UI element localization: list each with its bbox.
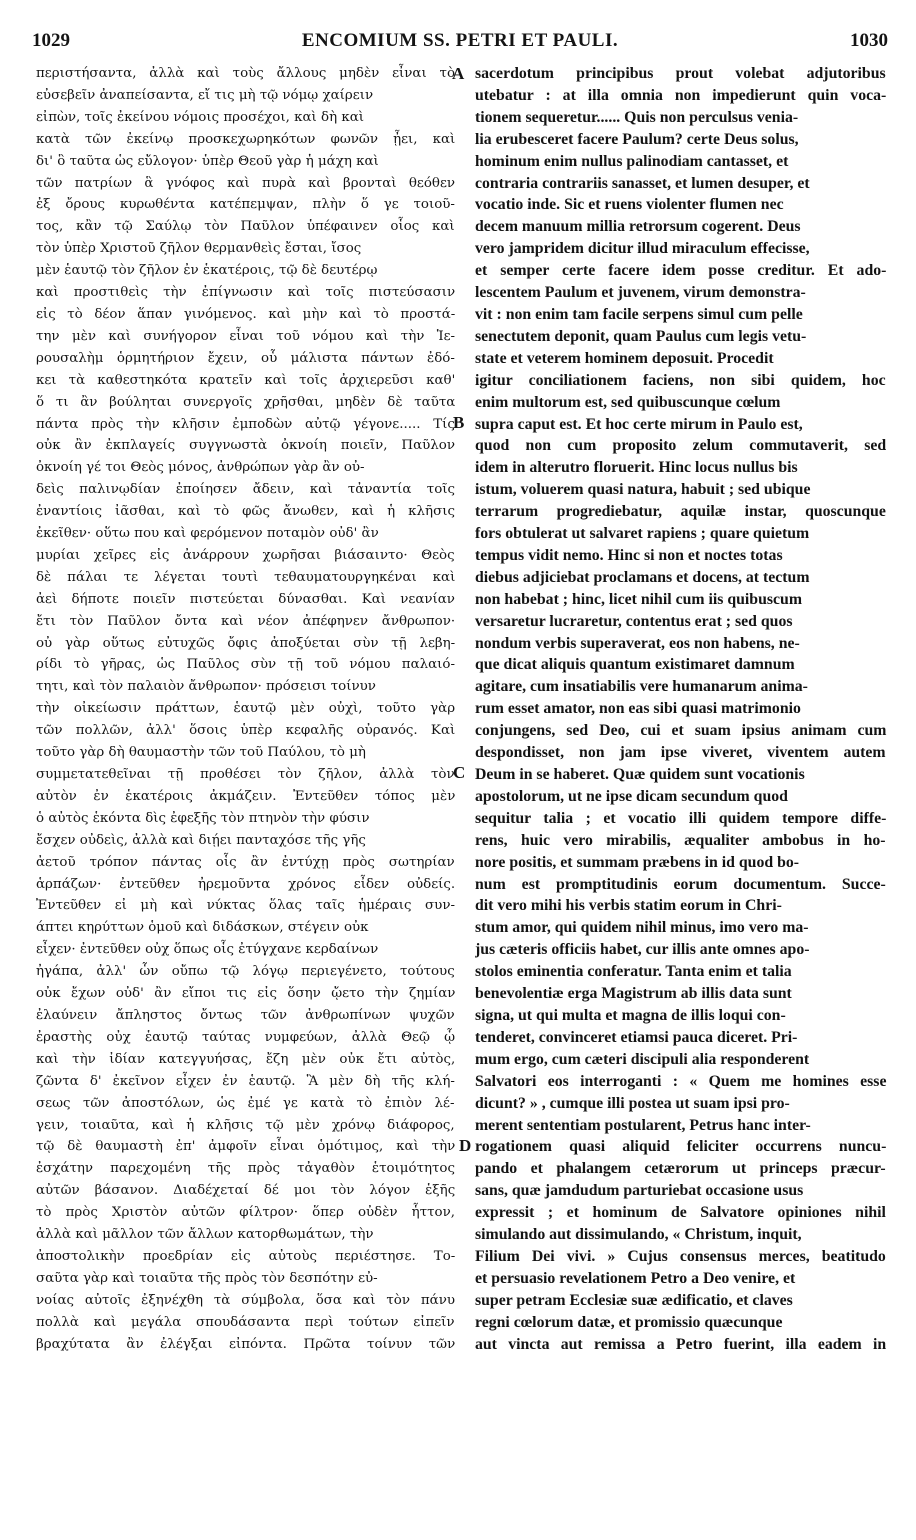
text-line: mum ergo, cum cæteri discipuli alia responderent (475, 1050, 810, 1068)
text-line: hominum enim nullus palinodiam cantasset, et (475, 152, 789, 170)
text-line: versaretur lucraretur, contentus erat ; sed quos (475, 612, 793, 630)
text-line: pando et phalangem cetærorum ut princeps præcur- (475, 1160, 886, 1178)
text-line: ὁ αὐτὸς ἑκόντα δὶς ἐφεξῆς τὸν πτηνὸν τὴν φύσιν (36, 810, 370, 826)
text-line: rum esset amator, non eas sibi quasi matrimonio (475, 700, 801, 718)
section-marker-d: D (459, 1136, 472, 1155)
text-line: aut vincta aut remissa a Petro fuerint, illa eadem in (475, 1335, 887, 1353)
text-line: ἐκεῖθεν· οὕτω που καὶ φερόμενον ποταμὸν οὐδ' ἂν (36, 526, 379, 542)
text-line: ἔσχεν οὐδεὶς, ἀλλὰ καὶ διῄει πανταχόσε τῆς γῆς (36, 832, 366, 848)
text-line: Filium Dei vivi. » Cujus consensus merces, beatitudo (475, 1247, 886, 1265)
text-line: ἀλλὰ καὶ μᾶλλον τῶν ἄλλων κατορθωμάτων, τὴν (36, 1227, 374, 1243)
text-line: regni cœlorum datæ, et promissio quæcunque (475, 1313, 783, 1331)
text-line: non habebat ; hinc, licet nihil cum iis quibuscum (475, 590, 802, 608)
text-line: πολλὰ καὶ μεγάλα σπουδάσαντα περὶ τούτων εἰπεῖν (36, 1314, 455, 1330)
text-line: τῶν πατρίων ἃ γνόφος καὶ πυρὰ καὶ βρονταὶ θεόθεν (36, 175, 456, 191)
text-line: τὴν οἰκείωσιν πράττων, ἑαυτῷ μὲν οὐχὶ, τοῦτο γὰρ (36, 701, 456, 717)
text-line: ζῶντα δ' ἐκεῖνον εἶχεν ἐν ἑαυτῷ. Ἃ μὲν δὴ τῆς κλή- (36, 1073, 455, 1089)
text-line: supra caput est. Et hoc certe mirum in Paulo est, (475, 415, 803, 433)
text-line: terrarum progrediebatur, aquilæ instar, quoscunque (475, 503, 886, 521)
text-line: ἠγάπα, ἀλλ' ὧν οὔπω τῷ λόγῳ περιεγένετο, τούτους (36, 964, 455, 980)
text-line: decem manuum millia retrorsum cogerent. Deus (475, 218, 801, 236)
text-line: ἁρπάζων· ἐντεῦθεν ἠρεμοῦντα χρόνος εἶδεν οὐδείς. (36, 876, 456, 892)
text-line: super petram Ecclesiæ suæ ædificatio, et claves (475, 1291, 793, 1309)
text-line: πάντα πρὸς τὴν κλῆσιν ἐμποδὼν αὐτῷ γέγονε..... Τίς (36, 416, 455, 432)
running-title: ENCOMIUM SS. PETRI ET PAULI. (301, 30, 619, 51)
latin-column (475, 63, 887, 1355)
text-line: συμμετατεθεῖναι τῇ προθέσει τὸν ζῆλον, ἀλλὰ τὸν (36, 767, 455, 782)
text-line: σαῦτα γὰρ καὶ τοιαῦτα τῆς πρὸς τὸν δεσπότην εὐ- (36, 1270, 378, 1286)
page-header (32, 30, 888, 56)
text-line: lia erubesceret facere Paulum? certe Deus solus, (475, 130, 799, 148)
text-line: benevolentiæ erga Magistrum ab illis data sunt (475, 985, 792, 1003)
text-line: que dicat aliquis quantum existimaret damnum (475, 656, 795, 674)
text-line: οὐκ ἔχων οὐδ' ἂν εἴποι τις εἰς ὅσην ᾤετο τὴν ζημίαν (36, 986, 456, 1002)
text-line: καὶ τὴν ἰδίαν κατεγγυήσας, ἔζη μὲν οὐκ ἔτι αὐτὸς, (36, 1051, 456, 1067)
text-line: εἰς τὸ δέον ἅπαν γινόμενος. καὶ μὴν καὶ τὸ προστά- (36, 306, 456, 322)
text-line: τητι, καὶ τὸν παλαιὸν ἄνθρωπον· πρόσεισι τοίνυν (36, 679, 376, 695)
text-line: Salvatori eos interroganti : « Quem me homines esse (475, 1072, 887, 1090)
text-line: γειν, τοιαῦτα, καὶ ἡ κλῆσις τῷ μὲν χρόνῳ διάφορος, (36, 1117, 455, 1133)
text-line: ρουσαλὴμ ὁρμητήριον ἔχειν, οὗ μάλιστα πάντων ἐδό- (36, 350, 455, 366)
text-line: μυρίαι χεῖρες εἰς ἀνάρρουν χωρῆσαι βιάσαιντο· Θεὸς (36, 547, 455, 563)
text-line: τος, κἂν τῷ Σαύλῳ τὸν Παῦλον ὑπέφαινεν οἷος καὶ (36, 219, 455, 235)
text-line: ἀεὶ δήποτε ποιεῖν πιστεύεται δύνασθαι. Καὶ νεανίαν (36, 591, 455, 607)
text-line: ρίδι τὸ γῆρας, ὡς Παῦλος σὺν τῇ τοῦ νόμου παλαιό- (36, 657, 456, 673)
text-line: tempus vidit nemo. Hinc si non et noctes totas (475, 546, 783, 564)
text-line: δὲ πάλαι τε λέγεται τουτὶ τεθαυματουργηκέναι καὶ (36, 569, 456, 585)
text-line: idem in alterutro floruerit. Hinc locus nullus bis (475, 459, 798, 477)
text-line: stum amor, qui quidem nihil minus, imo vero ma- (475, 919, 809, 937)
greek-column (36, 63, 456, 1355)
text-line: αὐτὸν ἐν ἑκατέροις ἀκμάζειν. Ἐντεῦθεν τόπος μὲν (36, 788, 456, 804)
section-marker-a: A (452, 64, 465, 83)
text-line: τὸν ὑπὲρ Χριστοῦ ζῆλον θερμανθεὶς ἔσται, ἴσος (36, 241, 362, 257)
text-line: οὐ γὰρ οὕτως εὐτυχῶς ὄφις ἀποξύεται σὺν τῇ λεβη- (36, 635, 456, 651)
text-line: expressit ; et hominum de Salvatore opiniones nihil (475, 1204, 886, 1222)
text-line: τὸ πρὸς Χριστὸν αὐτῶν φίλτρον· ὅπερ οὐδὲν ἧττον, (36, 1205, 455, 1221)
text-line: αὐτῶν βάσανον. Διαδέχεταί δέ μοι τὸν λόγον ἑξῆς (36, 1183, 456, 1199)
text-line: tenderet, convinceret etiamsi pauca diceret. Pri- (475, 1028, 798, 1046)
text-line: nondum verbis superaverat, eos non habens, ne- (475, 634, 800, 652)
text-line: conjungens, sed Deo, cui et suam ipsius animam cum (475, 722, 887, 740)
text-line: ἀετοῦ τρόπον πάντας οἷς ἂν ἐντύχῃ πρὸς σωτηρίαν (36, 854, 455, 870)
text-line: merent sententiam postularent, Petrus hanc inter- (475, 1116, 811, 1134)
text-line: despondisset, non jam ipse viveret, viventem autem (475, 744, 886, 762)
text-line: ἐσχάτην παρεχομένη τῆς πρὸς τἀγαθὸν ἑτοιμότητος (36, 1161, 455, 1177)
text-line: quod non cum proposito zelum commutaverit, sed (475, 437, 887, 455)
page-number-right: 1030 (850, 30, 888, 51)
text-line: εἶχεν· ἐντεῦθεν οὐχ ὅπως οἷς ἐτύγχανε κερδαίνων (36, 942, 379, 958)
text-line: ἐναντίοις ἰᾶσθαι, καὶ τὸ φῶς ἄνωθεν, καὶ ἡ κλῆσις (36, 504, 455, 520)
text-line: stolos eminentia conferatur. Tanta enim et talia (475, 963, 792, 981)
text-line: diebus adjiciebat proclamans et docens, at tectum (475, 568, 810, 586)
text-line: rens, huic vero mirabilis, æqualiter ambobus in ho- (475, 831, 886, 849)
text-line: sans, quæ jamdudum parturiebat occasione usus (475, 1182, 804, 1200)
text-line: et semper certe facere idem posse creditur. Et ado- (475, 262, 887, 280)
text-line: Deum in se haberet. Quæ quidem sunt vocationis (475, 766, 805, 783)
text-line: senectutem deponit, quam Paulus cum legis vetu- (475, 327, 807, 345)
text-line: tionem sequeretur...... Quis non perculsus venia- (475, 108, 799, 126)
text-line: et persuasio revelationem Petro a Deo venire, et (475, 1269, 796, 1287)
text-line: δι' ὃ ταῦτα ὡς εὔλογον· ὑπὲρ Θεοῦ γὰρ ἡ μάχη καὶ (36, 153, 379, 169)
text-line: σεως τῶν ἀποστόλων, ὡς ἐμέ γε κατὰ τὸ ἐπιὸν λέ- (36, 1095, 455, 1111)
text-line: agitare, cum insatiabilis vere humanarum anima- (475, 678, 808, 696)
text-line: rogationem quasi aliquid feliciter occurrens nuncu- (475, 1138, 887, 1156)
text-line: νοίας αὐτοῖς ἐξηνέχθη τὰ σύμβολα, ὅσα καὶ τὸν πάνυ (36, 1292, 455, 1308)
text-line: contraria contrariis sanasset, et lumen desuper, et (475, 174, 810, 192)
text-line: simulando aut dissimulando, « Christum, inquit, (475, 1226, 802, 1244)
text-line: ἐλαύνειν ἄπληστος ὄντως τῶν ἀνθρωπίνων ψυχῶν (36, 1007, 455, 1023)
text-line: igitur conciliationem faciens, non sibi quidem, hoc (475, 371, 886, 389)
text-line: εἰπὼν, τοῖς ἐκείνου νόμοις προσέχοι, καὶ δὴ καὶ (36, 109, 365, 125)
text-line: βραχύτατα ἂν ἐλέγξαι εἰπόντα. Πρῶτα τοίνυν τῶν (36, 1336, 456, 1352)
text-line: state et veterem hominem deposuit. Procedit (475, 349, 774, 367)
text-line: signa, ut qui multa et magna de illis loqui con- (475, 1006, 786, 1024)
text-line: dicunt? » , cumque illi postea ut suam ipsi pro- (475, 1094, 790, 1112)
section-marker-b: B (453, 413, 465, 432)
section-marker-c: C (453, 763, 466, 782)
text-line: περιστήσαντα, ἀλλὰ καὶ τοὺς ἄλλους μηδὲν εἶναι τὸ (36, 66, 456, 81)
text-line: num est promptitudinis eorum documentum. Succe- (475, 875, 886, 893)
text-line: Ἐντεῦθεν εἰ μὴ καὶ νύκτας ὅλας ταῖς ἡμέραις συν- (36, 898, 455, 914)
text-line: ὀκνοίη γέ τοι Θεὸς μόνος, ἀνθρώπων γὰρ ἂν οὐ- (36, 460, 365, 476)
text-line: vocatio inde. Sic et ruens violenter flumen nec (475, 196, 784, 214)
text-line: άπτει κηρύττων ὁμοῦ καὶ διδάσκων, στέγειν οὐκ (36, 920, 369, 936)
text-line: μὲν ἑαυτῷ τὸν ζῆλον ἐν ἑκατέροις, τῷ δὲ δευτέρῳ (36, 263, 378, 279)
text-line: nore positis, et summam præbens in id quod bo- (475, 853, 800, 871)
text-line: ἔτι τὸν Παῦλον ὄντα καὶ νέον ἀπέφηνεν ἄνθρωπον· (36, 613, 456, 629)
text-line: sequitur talia ; et vocatio illi quidem tempore diffe- (475, 809, 887, 827)
text-line: apostolorum, ut ne ipse dicam secundum quod (475, 787, 788, 805)
text-line: τοῦτο γὰρ δὴ θαυμαστὴν τῶν τοῦ Παύλου, τὸ μὴ (36, 745, 366, 761)
text-line: κει τὰ καθεστηκότα κρατεῖν καὶ τοῖς ἀρχιερεῦσι καθ' (36, 372, 456, 388)
text-line: vero jampridem dicitur illud miraculum effecisse, (475, 240, 810, 258)
text-line: τῶν πολλῶν, ἀλλ' ὅσοις ὑπὲρ κεφαλῆς οὐρανός. Καὶ (36, 723, 456, 739)
text-line: utebatur : at illa omnia non impedierunt quin voca- (475, 86, 887, 104)
text-line: sacerdotum principibus prout volebat adjutoribus (475, 65, 886, 82)
text-line: εὐσεβεῖν ἀναπείσαντα, εἴ τις μὴ τῷ νόμῳ χαίρειν (36, 87, 374, 103)
text-line: fors obtulerat ut salvaret rapiens ; quare quietum (475, 525, 810, 543)
text-line: ἐξ ὄρους κυρωθέντα κατέπεμψαν, πλὴν ὅ γε τοιοῦ- (36, 197, 455, 213)
text-line: enim multorum est, sed quibuscunque cœlum (475, 393, 781, 411)
text-line: την μὲν καὶ συνήγορον εἶναι τοῦ νόμου καὶ τὴν Ἱε- (36, 328, 456, 344)
text-line: istum, voluerem quasi natura, habuit ; sed ubique (475, 481, 811, 499)
text-line: κατὰ τῶν ἐκείνῳ προσκεχωρηκότων φωνῶν ᾖει, καὶ (36, 131, 456, 147)
text-line: ἐραστὴς οὐχ ἑαυτῷ ταύτας νυμφεύων, ἀλλὰ Θεῷ ᾧ (36, 1029, 456, 1045)
text-line: καὶ προστιθεὶς τὴν ἐπίγνωσιν καὶ τοῖς πιστεύσασιν (36, 285, 456, 301)
text-line: ὅ τι ἂν βούληται συνεργοῖς χρῆσθαι, μηδὲν δὲ ταῦτα (36, 394, 456, 410)
text-line: ἀποστολικὴν προεδρίαν εἰς αὐτοὺς περιέστησε. Το- (36, 1248, 456, 1264)
text-line: jus cæteris officiis habet, cur illis ante omnes apo- (475, 941, 810, 959)
text-line: οὐκ ἂν ἐκπλαγείς συγγνωστὰ ὀκνοίη ποιεῖν, Παῦλον (36, 438, 455, 454)
text-line: δεὶς παλινῳδίαν ἐποίησεν ἄδειν, καὶ τἀναντία τοῖς (36, 482, 456, 498)
text-line: lescentem Paulum et juvenem, virum demonstra- (475, 284, 806, 302)
text-line: τῷ δὲ θαυμαστὴ ἐπ' ἀμφοῖν εἶναι ὁμότιμος, καὶ τὴν (36, 1139, 456, 1155)
text-line: vit : non enim tam facile serpens simul cum pelle (475, 305, 803, 323)
page-number-left: 1029 (32, 30, 70, 51)
text-line: dit vero mihi his verbis statim eorum in Chri- (475, 897, 782, 915)
